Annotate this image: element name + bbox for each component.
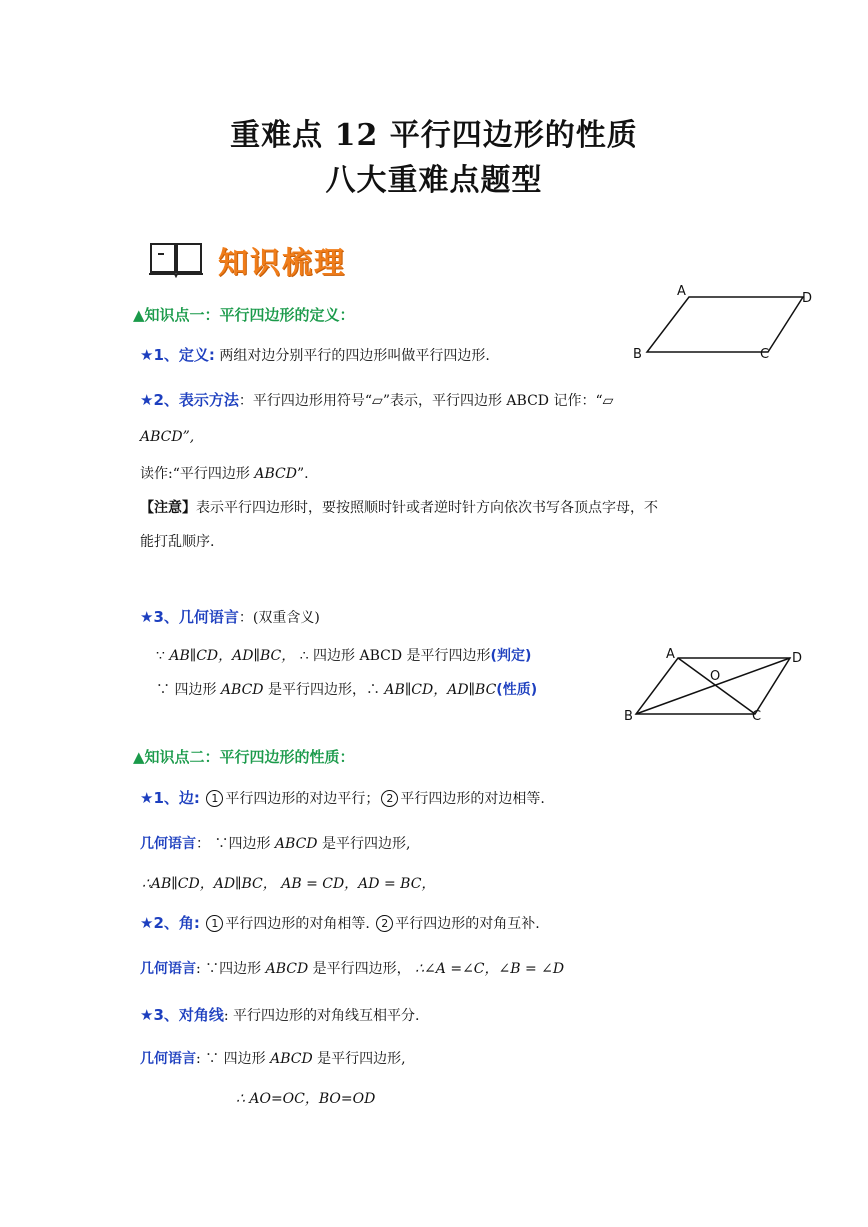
angle-geo-math: ABCD <box>265 961 309 977</box>
geo1-tag: (判定) <box>490 648 532 664</box>
angle-geo-label: 几何语言 <box>140 961 196 977</box>
side-text-1: 平行四边形的对边平行； <box>225 791 380 807</box>
diagonal-geo-label: 几何语言 <box>140 1051 196 1067</box>
side-geo-label: 几何语言 <box>140 836 196 852</box>
fig2-label-d: D <box>792 651 803 666</box>
section-heading: 知识梳理 <box>218 246 346 281</box>
kp2-heading: ▲知识点二：平行四边形的性质： <box>133 748 355 766</box>
side-geo-math: ABCD <box>274 836 318 852</box>
parallelogram-figure-2 <box>618 640 813 725</box>
diagonal-geo <box>140 1048 406 1068</box>
note-label: 【注意】 <box>140 500 196 516</box>
angle-text-2: 平行四边形的对角互补. <box>395 916 540 932</box>
diagonal-text: : 平行四边形的对角线互相平分. <box>223 1008 420 1024</box>
read-as-math: ABCD <box>254 466 297 482</box>
diagonal-property <box>140 1004 420 1025</box>
geo1-prefix: ∵ <box>156 648 170 664</box>
side-label: ★1、边: <box>140 789 200 807</box>
geo2-tag: (性质) <box>496 682 538 698</box>
kp1-definition <box>140 344 490 365</box>
circled-number-1: 1 <box>206 790 223 807</box>
open-book-icon <box>148 238 204 278</box>
read-as <box>140 463 309 483</box>
definition-label: ★1、定义: <box>140 346 215 364</box>
diagonal-geo-conclusion: ∴ AO=OC，BO=OD <box>236 1091 376 1107</box>
angle-geo <box>140 958 564 978</box>
notation-text-cont: ABCD”, <box>140 429 195 445</box>
geo1-math: AB∥CD，AD∥BC， <box>169 648 296 664</box>
fig2-label-c: C <box>752 709 762 724</box>
geo1-mid: ∴ 四边形 ABCD 是平行四边形 <box>299 648 491 664</box>
kp1-geo-language <box>140 606 320 627</box>
angle-text-1: 平行四边形的对角相等. <box>225 916 370 932</box>
diagonal-label: ★3、对角线 <box>140 1006 224 1024</box>
angle-geo-math2: ∴∠A =∠C，∠B = ∠D <box>415 961 565 977</box>
angle-property <box>140 912 540 933</box>
side-property <box>140 787 545 808</box>
fig1-label-a: A <box>677 284 686 299</box>
geo2-mid: 是平行四边形，∴ <box>263 682 385 698</box>
read-as-suffix: ”. <box>296 466 309 482</box>
note-text: 表示平行四边形时，要按照顺时针或者逆时针方向依次书写各顶点字母，不 <box>196 500 658 516</box>
diagonal-geo-text: : ∵ 四边形 <box>196 1051 271 1067</box>
definition-text: 两组对边分别平行的四边形叫做平行四边形. <box>219 348 490 364</box>
fig2-label-b: B <box>624 709 633 724</box>
kp1-notation <box>140 389 613 410</box>
notation-text: ：平行四边形用符号“▱”表示，平行四边形 ABCD 记作：“▱ <box>238 393 614 409</box>
side-geo <box>140 833 410 853</box>
parallelogram-figure-1 <box>625 282 825 364</box>
geo-line-2 <box>156 679 537 699</box>
note <box>140 497 658 517</box>
notation-label: ★2、表示方法 <box>140 391 239 409</box>
fig1-label-c: C <box>760 347 770 362</box>
fig2-label-o: O <box>710 669 721 684</box>
fig1-label-b: B <box>633 347 642 362</box>
page-subtitle: 八大重难点题型 <box>325 163 543 198</box>
circled-number-1: 1 <box>206 915 223 932</box>
fig2-label-a: A <box>666 647 675 662</box>
angle-label: ★2、角: <box>140 914 200 932</box>
note-text-cont: 能打乱顺序. <box>140 534 215 550</box>
side-text-2: 平行四边形的对边相等. <box>400 791 545 807</box>
section-header <box>148 238 204 284</box>
side-geo-conclusion: ∴AB∥CD，AD∥BC， AB = CD，AD = BC， <box>142 876 436 892</box>
circled-number-2: 2 <box>376 915 393 932</box>
geo-language-label: ★3、几何语言 <box>140 608 239 626</box>
circled-number-2: 2 <box>381 790 398 807</box>
geo2-math2: AB∥CD，AD∥BC <box>384 682 497 698</box>
geo-line-1 <box>156 645 531 665</box>
read-as-prefix: 读作:“平行四边形 <box>140 466 255 482</box>
side-geo-suffix: 是平行四边形, <box>317 836 411 852</box>
angle-geo-mid: 是平行四边形， <box>308 961 416 977</box>
geo2-prefix: ∵ 四边形 <box>156 682 221 698</box>
diagonal-geo-math: ABCD <box>270 1051 313 1067</box>
diagonal-geo-suffix: 是平行四边形, <box>312 1051 406 1067</box>
page-title: 重难点 12 平行四边形的性质 <box>230 118 638 153</box>
side-geo-text: ： ∵四边形 <box>196 836 275 852</box>
geo2-math1: ABCD <box>220 682 264 698</box>
geo-language-text: ：(双重含义) <box>238 610 320 626</box>
kp1-heading: ▲知识点一：平行四边形的定义： <box>133 306 355 324</box>
angle-geo-text: : ∵四边形 <box>196 961 266 977</box>
fig1-label-d: D <box>802 291 813 306</box>
